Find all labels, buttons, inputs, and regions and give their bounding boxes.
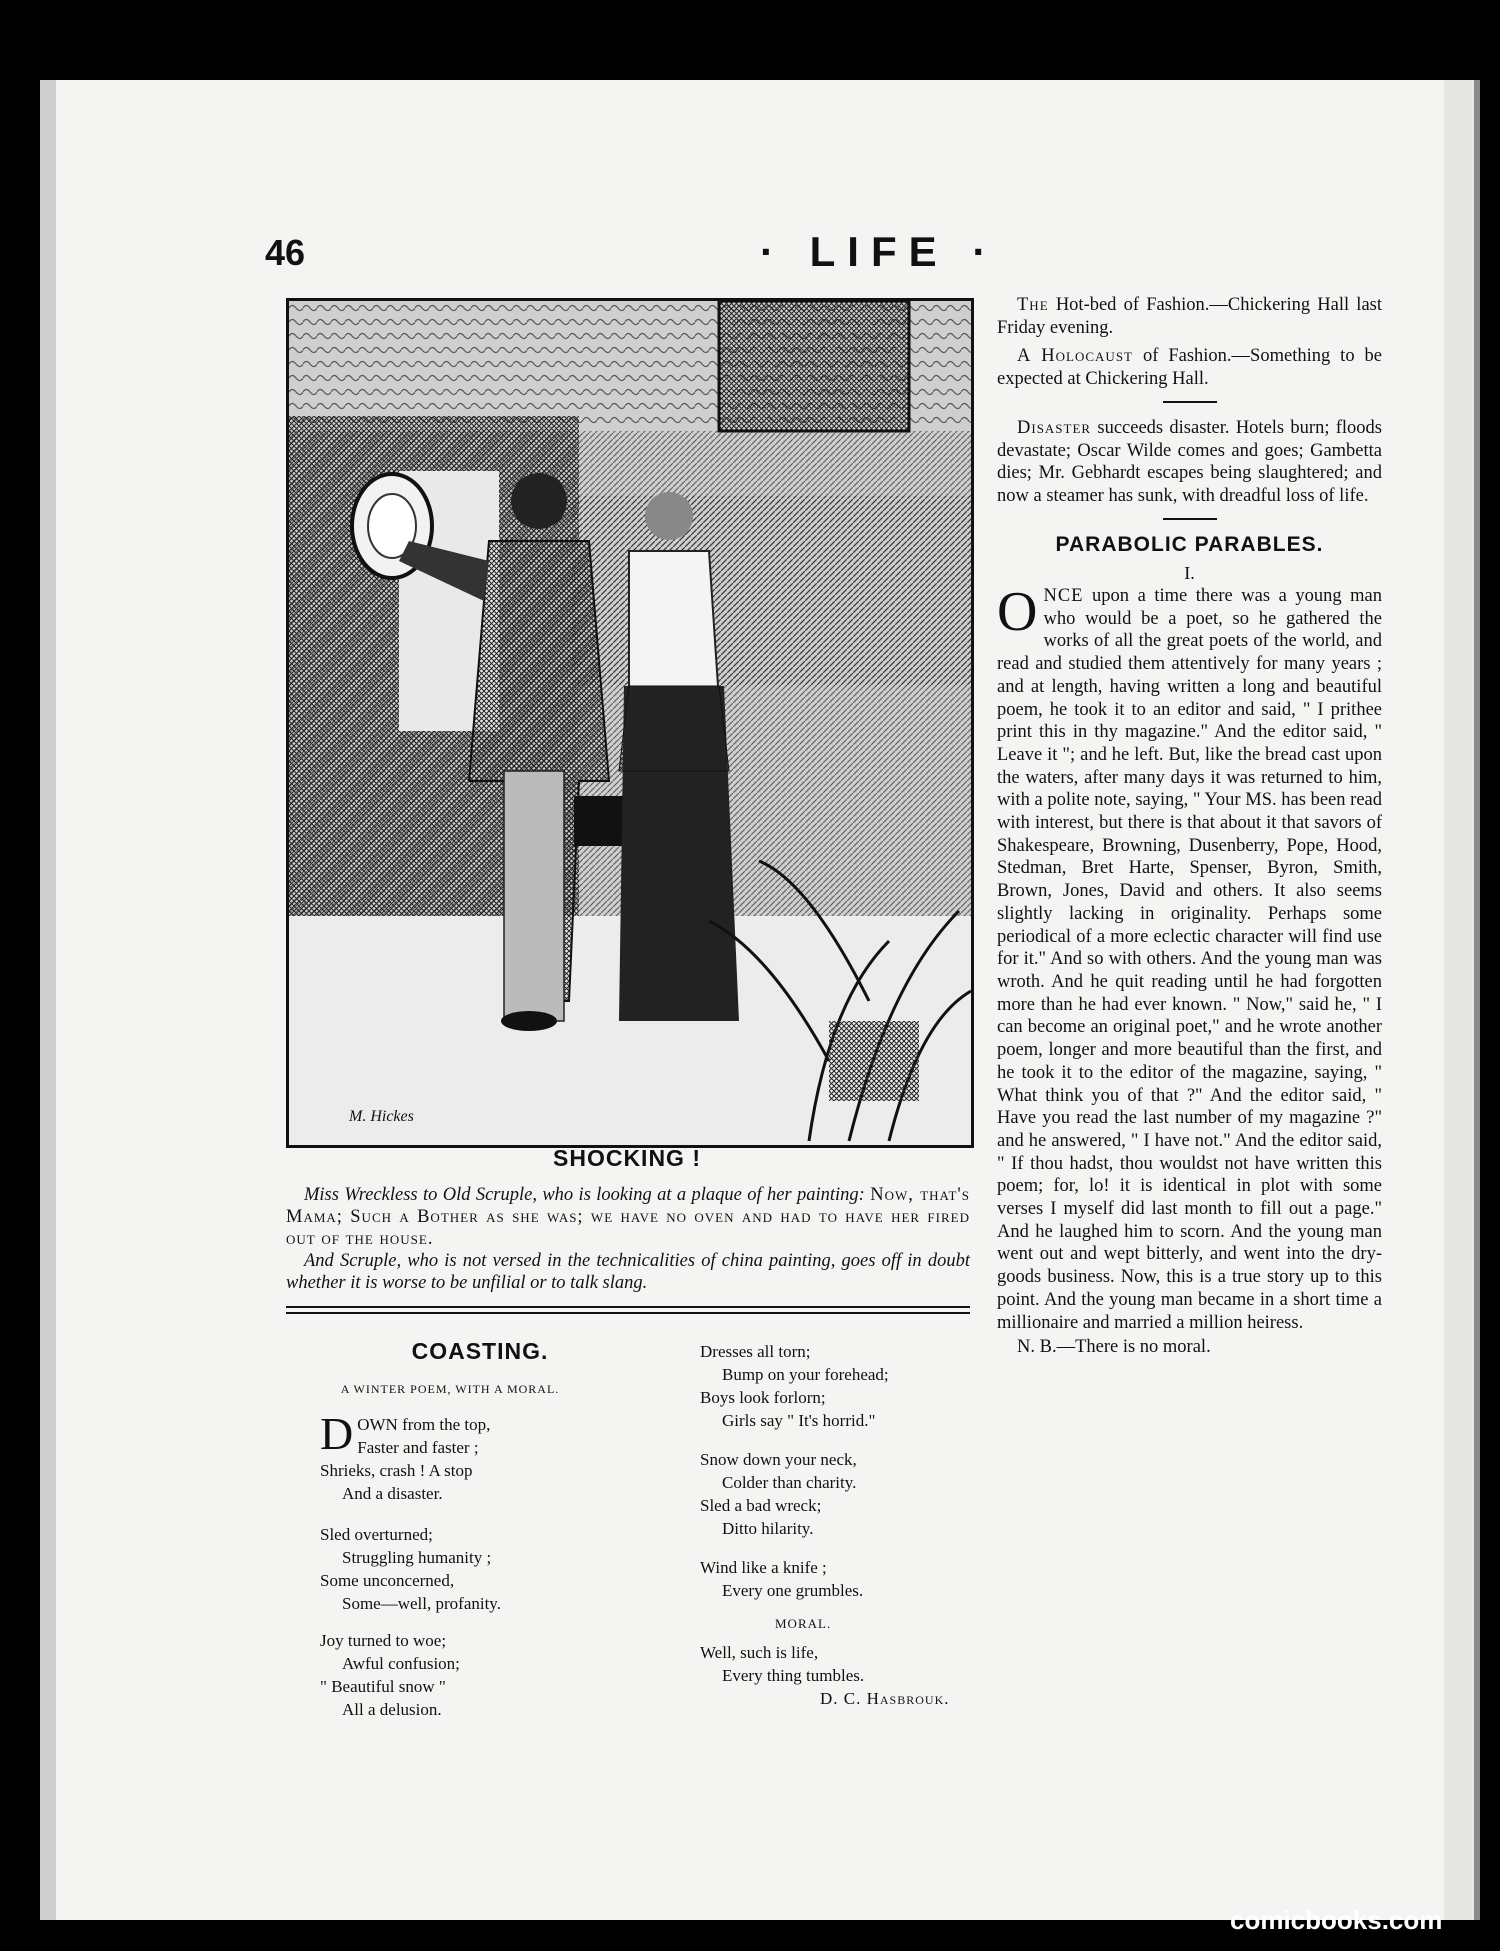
caption-stage-direction-2: And Scruple, who is not versed in the technicalities of china painting, goes off in doubt whether it is worse to be unfilial or to talk slang. — [286, 1251, 970, 1293]
double-rule-top — [286, 1306, 970, 1308]
artist-signature: M. Hickes — [349, 1108, 414, 1125]
poem-stanza — [700, 1556, 970, 1602]
poem-line: Ditto hilarity. — [722, 1519, 814, 1538]
parable-nb: N. B.—There is no moral. — [1017, 1337, 1211, 1358]
poem-stanza — [320, 1523, 570, 1615]
poem-left-column — [320, 1408, 570, 1721]
book-spine — [40, 80, 56, 1920]
lead-word: The — [1017, 295, 1049, 315]
right-column — [997, 294, 1382, 1359]
illustration-title: SHOCKING ! — [553, 1145, 701, 1171]
caption-stage-direction-1: Miss Wreckless to Old Scruple, who is looking at a plaque of her painting: — [304, 1185, 865, 1205]
woman-bodice — [629, 551, 719, 701]
poem-line: Every thing tumbles. — [722, 1666, 865, 1685]
paragraph-hot-bed — [997, 294, 1382, 339]
illustration-caption — [286, 1184, 970, 1294]
lead-word: A Holocaust — [1017, 346, 1133, 367]
woman-head — [645, 492, 693, 540]
paragraph-text: succeeds disaster. Hotels burn; floods devastate; Oscar Wilde comes and goes; Gambetta dies; Mr. Gebhardt escapes being slaughtered; and now a steamer has sunk, with dreadful loss of life. — [997, 417, 1383, 506]
poem-line: Some unconcerned, — [320, 1571, 455, 1590]
lead-word: NCE — [1043, 586, 1084, 607]
double-rule-bottom — [286, 1312, 970, 1314]
poem-line: Snow down your neck, — [700, 1450, 857, 1469]
poem-line: Faster and faster ; — [357, 1438, 479, 1457]
poem-line: Sled overturned; — [320, 1525, 433, 1544]
poem-line: And a disaster. — [342, 1484, 443, 1503]
poem-stanza — [320, 1408, 570, 1505]
framed-picture — [719, 301, 909, 431]
page-number: 46 — [265, 232, 306, 273]
poem-line: Some—well, profanity. — [342, 1594, 501, 1613]
poem-line: Well, such is life, — [700, 1643, 819, 1662]
watermark-text: comicbooks.com — [1230, 1905, 1443, 1935]
poem-stanza — [700, 1340, 970, 1432]
caption-speech: Now, that's Mama; Such a Bother as she was; we have no oven and had to have her fired out of the house. — [286, 1185, 970, 1249]
poem-line: " Beautiful snow " — [320, 1677, 446, 1696]
poem-line: Colder than charity. — [722, 1473, 857, 1492]
section-divider — [1163, 401, 1217, 403]
drop-cap-d: D — [320, 1408, 354, 1459]
poem-line: Sled a bad wreck; — [700, 1496, 822, 1515]
section-divider — [1163, 518, 1217, 520]
paragraph-disaster — [997, 417, 1382, 508]
poem-line: All a delusion. — [342, 1700, 442, 1719]
poem-stanza — [700, 1448, 970, 1540]
man-head — [511, 473, 567, 529]
poem-line: Struggling humanity ; — [342, 1548, 492, 1567]
engraving-image — [289, 301, 971, 1145]
poem-title: COASTING. — [411, 1338, 549, 1364]
poem-line: Girls say " It's horrid." — [722, 1411, 876, 1430]
poem-line: Wind like a knife ; — [700, 1558, 827, 1577]
lead-word: Disaster — [1017, 417, 1092, 438]
parable-text: upon a time there was a young man who would be a poet, so he gathered the works of all the great poets of the world, and read and studied them attentively for many years ; and at length, having written a long and beautiful poem, he took it to an editor and said, " I prithee print this in thy magazine." And the editor said, " Leave it "; and he left. But, like the bread cast upon the waters, after many days it was returned to him, with a polite note, saying, " Your MS. has been read with interest, but there is that about it that savors of Shakespeare, Browning, Dusenberry, Pope, Hood, Stedman, Bret Harte, Spenser, Byron, Smith, Brown, Jones, David and others. It also seems slightly lacking in originality. Perhaps some periodical of a more eclectic character will find use for it." And so with others. And the young man was wroth. And he quit reading until he had forgotten more than he had ever known. " Now," said he, " I can become an original poet," and he wrote another poem, longer and more beautiful than the first, and he took it to the editor of the magazine, saying, " What think you of that ?" And the editor said, " Have you read the last number of my magazine ?" and he answered, " I have not." And the editor said, " If thou hadst, thou wouldst not have written this poem; for, lo! it is identical in plot with some verses I myself did last month to fill out a page." And he laughed him to scorn. And the young man went out and wept bitterly, and went into the dry-goods business. Now, this is a true story up to this point. And the young man became in a short time a millionaire and married a million heiress. — [997, 586, 1383, 1333]
poem-line: Awful confusion; — [342, 1654, 460, 1673]
drop-cap-o: O — [997, 581, 1038, 644]
poem-line: Shrieks, crash ! A stop — [320, 1461, 473, 1480]
illustration-shocking — [286, 298, 974, 1148]
masthead: · LIFE · — [760, 228, 999, 275]
poem-right-column — [700, 1340, 970, 1710]
poem-line: Every one grumbles. — [722, 1581, 864, 1600]
moral-label: MORAL. — [775, 1616, 832, 1631]
parable-body — [997, 581, 1383, 1334]
poem-line: Bump on your forehead; — [722, 1365, 889, 1384]
page-edge — [1444, 80, 1474, 1920]
parables-numeral: I. — [1184, 563, 1195, 584]
paragraph-text: Hot-bed of Fashion.—Chickering Hall last Friday evening. — [997, 295, 1382, 338]
parables-heading: PARABOLIC PARABLES. — [1055, 532, 1324, 556]
poem-line: Boys look forlorn; — [700, 1388, 826, 1407]
paragraph-holocaust — [997, 345, 1382, 390]
paragraph-text: of Fashion.—Something to be expected at Chickering Hall. — [997, 346, 1382, 390]
poem-line: Joy turned to woe; — [320, 1631, 447, 1650]
poem-line: OWN from the top, — [357, 1415, 491, 1434]
poem-subtitle: A WINTER POEM, WITH A MORAL. — [340, 1382, 560, 1396]
poem-stanza — [320, 1629, 570, 1721]
poem-author: D. C. Hasbrouk. — [820, 1689, 950, 1708]
page-edge-shadow — [1474, 80, 1480, 1920]
poem-line: Dresses all torn; — [700, 1342, 811, 1361]
